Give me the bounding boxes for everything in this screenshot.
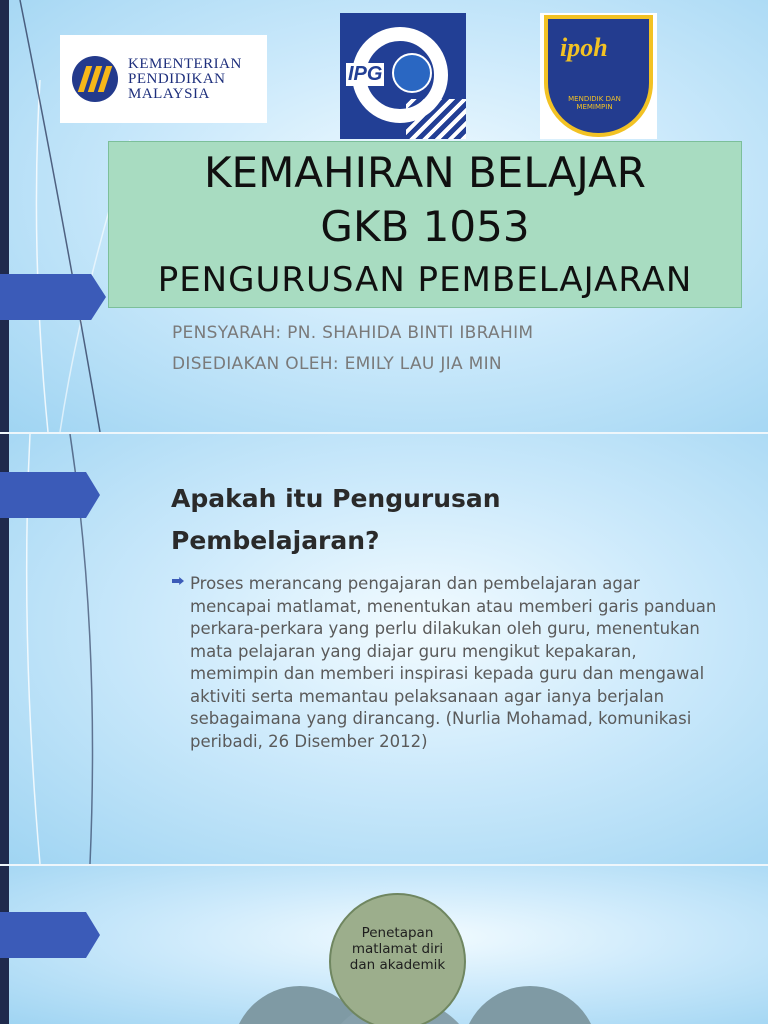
slide-heading: Apakah itu Pengurusan Pembelajaran? [171, 484, 501, 555]
kpm-logo-line3: MALAYSIA [128, 85, 210, 102]
arrow-tab-icon [0, 274, 106, 320]
diagram-circle-goal [329, 893, 466, 1024]
title-line-1: KEMAHIRAN BELAJAR [203, 148, 646, 197]
bullet-item [172, 573, 732, 753]
left-accent-bar [0, 0, 9, 432]
bullet-text: Proses merancang pengajaran dan pembelajaran agar mencapai matlamat, menentukan atau memberi garis panduan perkara-perkara yang perlu dilakukan oleh guru, menentukan mata pelajaran yang diajar guru mengikut kepakaran, memimpin dan memberi inspirasi kepada guru dan mengawal aktiviti serta memantau pelaksanaan agar ianya berjalan sebagaimana yang dirancang. (Nurlia Mohamad, komunikasi peribadi, 26 Disember 2012) [190, 574, 717, 751]
ipoh-crest-motto: MENDIDIK DAN MEMIMPIN [568, 95, 621, 111]
slide-diagram [0, 866, 768, 1024]
arrow-tab-icon [0, 472, 100, 518]
bullet-arrow-icon [172, 577, 184, 585]
title-line-2: GKB 1053 [320, 202, 530, 251]
globe-icon [392, 53, 432, 93]
lecturer-text: PENSYARAH: PN. SHAHIDA BINTI IBRAHIM [172, 323, 534, 343]
kpm-logo [60, 35, 267, 123]
slide-definition [0, 434, 768, 864]
prepared-by-text: DISEDIAKAN OLEH: EMILY LAU JIA MIN [172, 354, 502, 374]
title-line-3: PENGURUSAN PEMBELAJARAN [157, 260, 693, 300]
kpm-emblem-icon [72, 56, 118, 102]
slide-title [0, 0, 768, 432]
diagram-circle-label: Penetapan matlamat diri dan akademik [349, 925, 446, 973]
kpm-logo-line1: KEMENTERIAN [128, 55, 242, 72]
kpm-logo-line2: PENDIDIKAN [128, 70, 226, 87]
diagram-circle-right [462, 986, 598, 1024]
ipg-logo-text: IPG [348, 63, 383, 85]
ipoh-crest-logo [540, 13, 657, 139]
ipoh-crest-text: ipoh [560, 33, 608, 62]
arrow-tab-icon [0, 912, 100, 958]
ipg-logo [340, 13, 466, 139]
title-box [108, 141, 742, 308]
